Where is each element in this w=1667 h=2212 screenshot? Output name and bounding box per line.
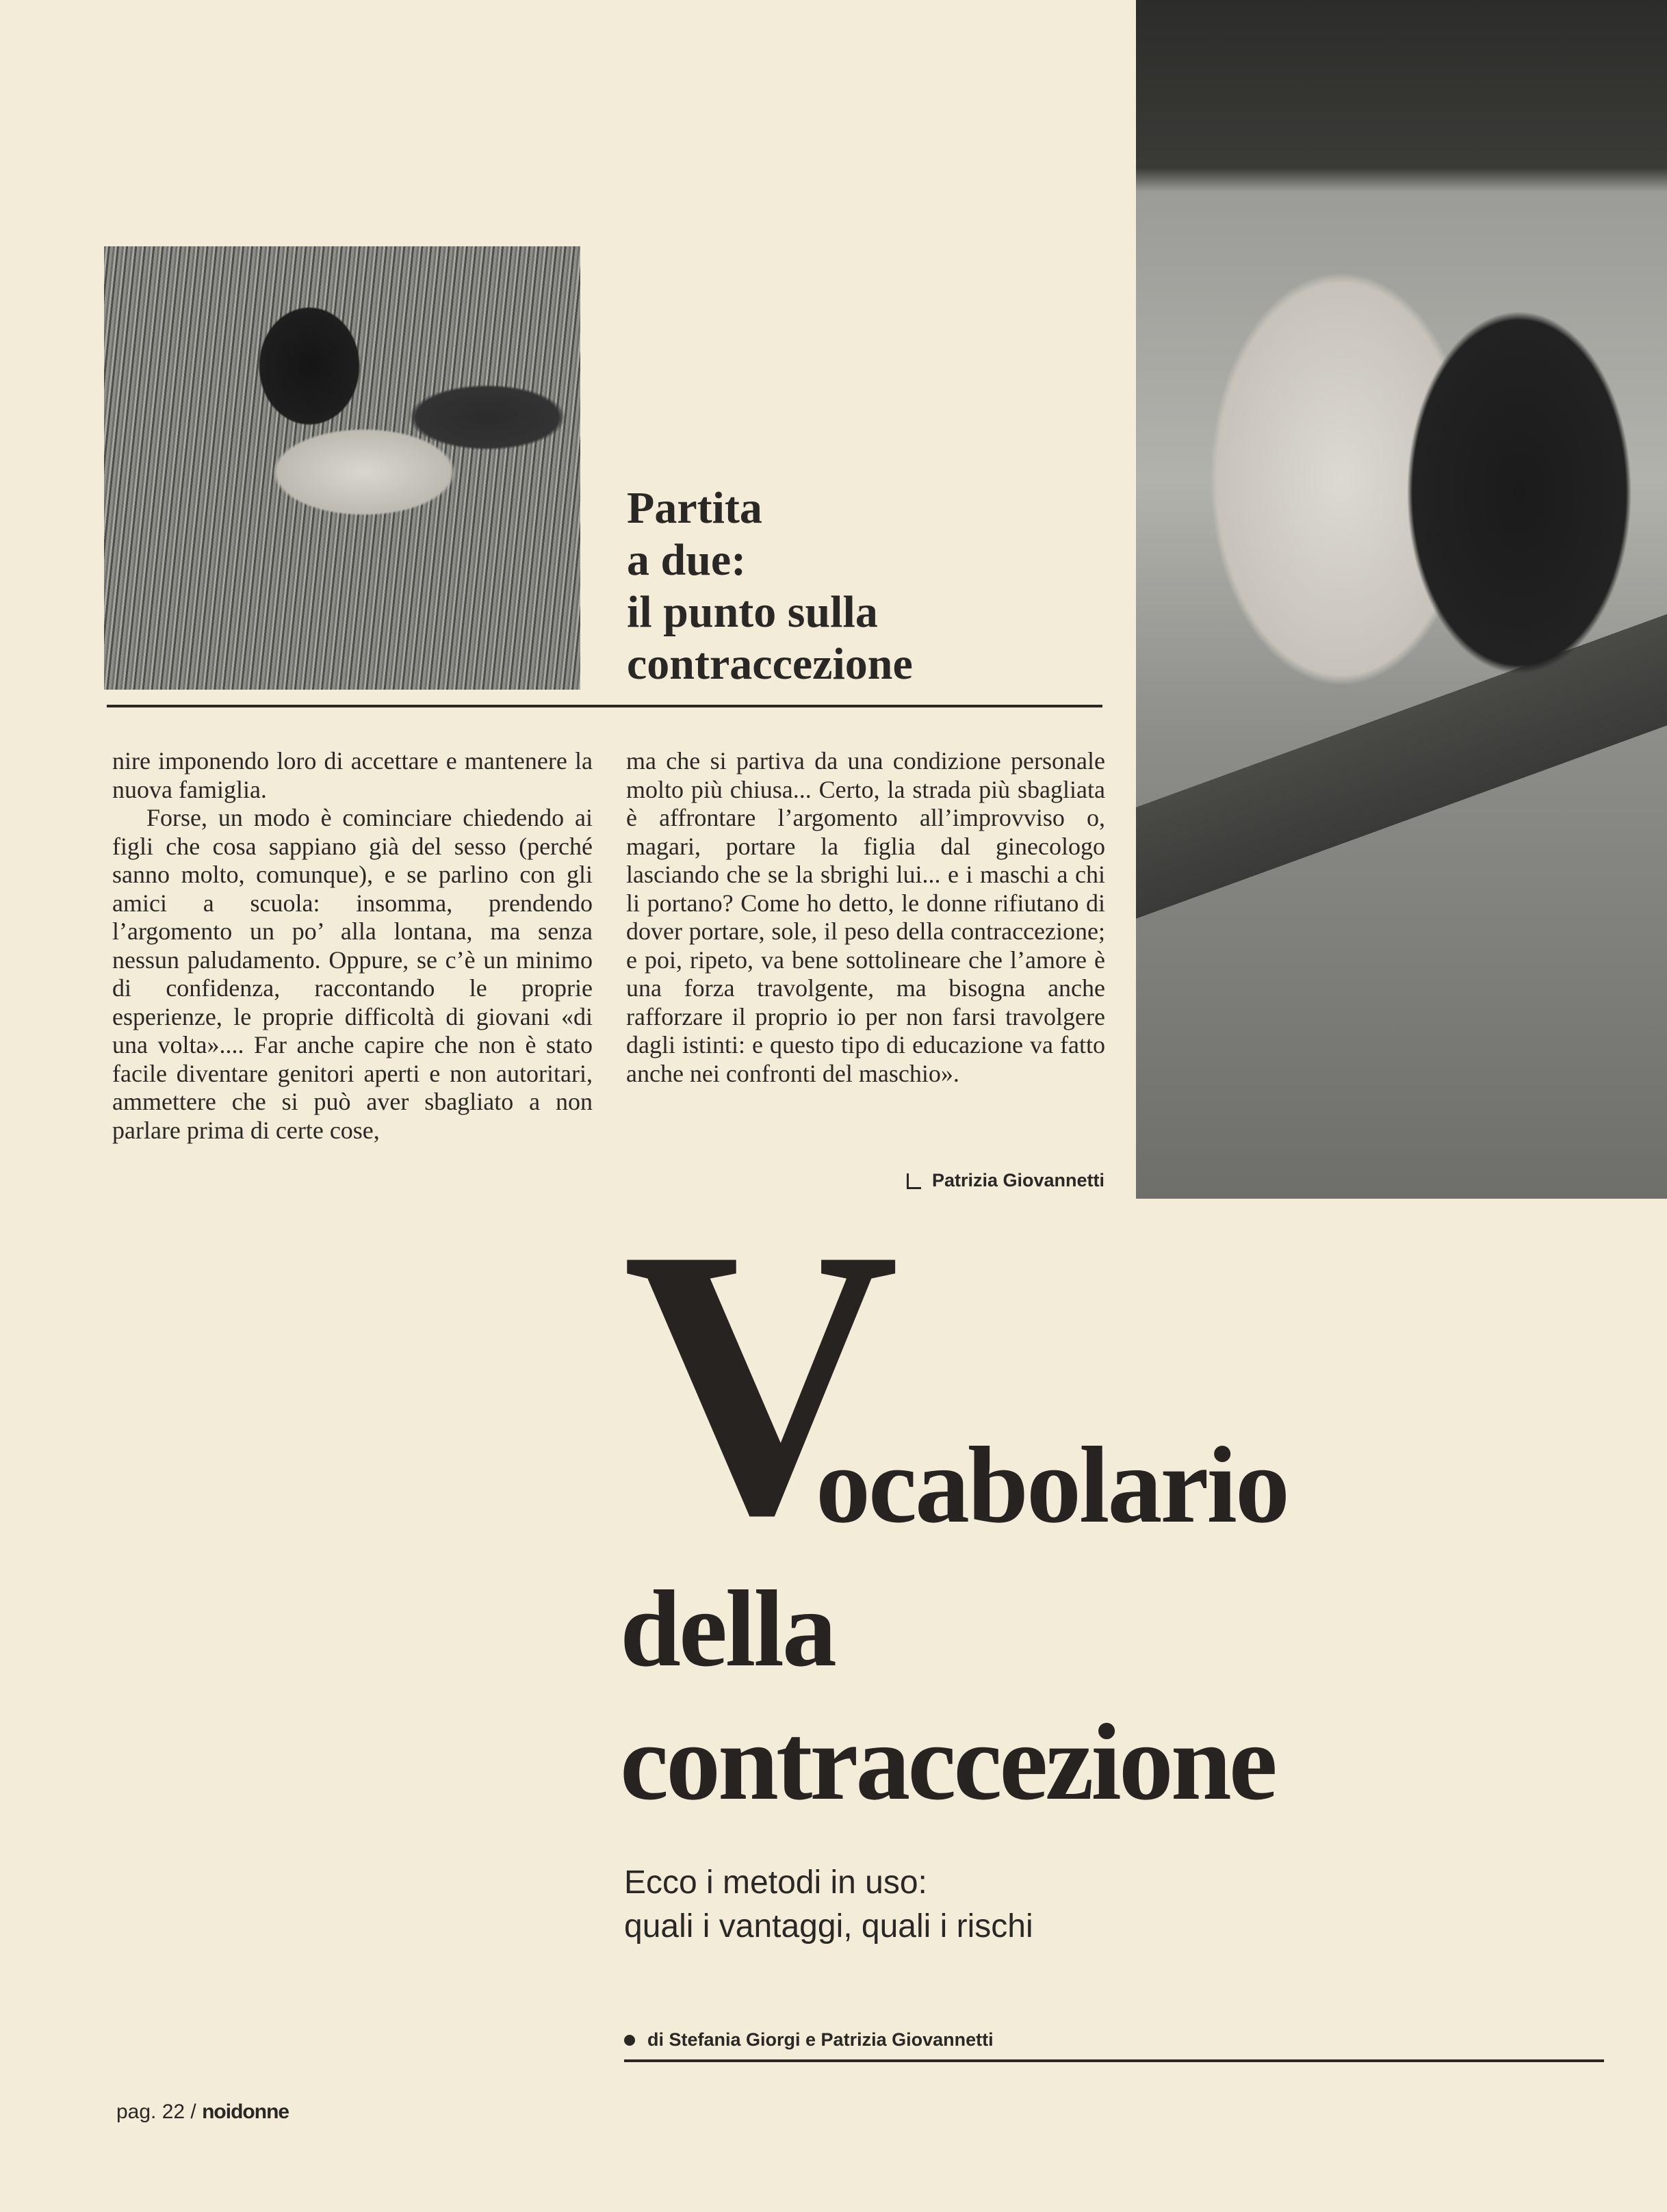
byline-text: di Stefania Giorgi e Patrizia Giovannetti bbox=[647, 2029, 994, 2050]
body-column-left bbox=[112, 747, 593, 1145]
author-name: Patrizia Giovannetti bbox=[931, 1170, 1104, 1190]
body-column-middle bbox=[626, 747, 1105, 1088]
byline bbox=[624, 2029, 994, 2051]
paragraph: nire imponendo loro di accettare e mantenere la nuova famiglia. bbox=[112, 747, 593, 803]
headline-line-2: della bbox=[620, 1567, 835, 1689]
headline-line-1: ocabolario bbox=[816, 1424, 1288, 1546]
magazine-brand: noidonne bbox=[202, 2100, 289, 2123]
title-line: Partita bbox=[627, 483, 762, 533]
headline-line-3: contraccezione bbox=[620, 1701, 1275, 1823]
photo-young-man-in-grass bbox=[104, 246, 580, 690]
title-line: a due: bbox=[627, 535, 747, 585]
subtitle bbox=[624, 1861, 1445, 1949]
drop-initial: V bbox=[623, 1170, 893, 1594]
end-of-article-icon bbox=[907, 1173, 921, 1189]
title-line: contraccezione bbox=[627, 639, 913, 689]
title-line: il punto sulla bbox=[627, 587, 878, 637]
subtitle-line: quali i vantaggi, quali i rischi bbox=[624, 1908, 1033, 1944]
bullet-icon bbox=[624, 2035, 635, 2046]
paragraph: ma che si partiva da una condizione personale molto più chiusa... Certo, la strada più sbagliata è affrontare l’argomento all’improvviso o, magari, portare la figlia dal ginecologo lasciando che se la sbrighi lui... e i maschi a chi li portano? Come ho detto, le donne rifiutano di dover portare, sole, il peso della contraccezione; e poi, ripeto, va bene sottolineare che l’amore è una forza travolgente, ma bisogna anche rafforzare il proprio io per non farsi travolgere dagli istinti: e questo tipo di educazione va fatto anche nei confronti del maschio». bbox=[626, 747, 1105, 1087]
divider-rule bbox=[624, 2059, 1604, 2062]
page-footer bbox=[116, 2100, 289, 2124]
photo-woman-on-blanket bbox=[1136, 0, 1667, 1199]
article-title bbox=[627, 482, 1106, 690]
article-signature bbox=[875, 1170, 1104, 1191]
page-number: pag. 22 / bbox=[116, 2100, 196, 2123]
subtitle-line: Ecco i metodi in uso: bbox=[624, 1864, 927, 1901]
divider-rule bbox=[107, 705, 1102, 707]
paragraph: Forse, un modo è cominciare chiedendo ai figli che cosa sappiano già del sesso (perché sanno molto, comunque), e se parlino con gli amici a scuola: insomma, prendendo l’argomento un po’ alla lontana, ma senza nessun paludamento. Oppure, se c’è un minimo di confidenza, raccontando le proprie esperienze, le proprie difficoltà di giovani «di una volta».... Far anche capire che non è stato facile diventare genitori aperti e non autoritari, ammettere che si può aver sbagliato a non parlare prima di certe cose, bbox=[112, 804, 593, 1144]
